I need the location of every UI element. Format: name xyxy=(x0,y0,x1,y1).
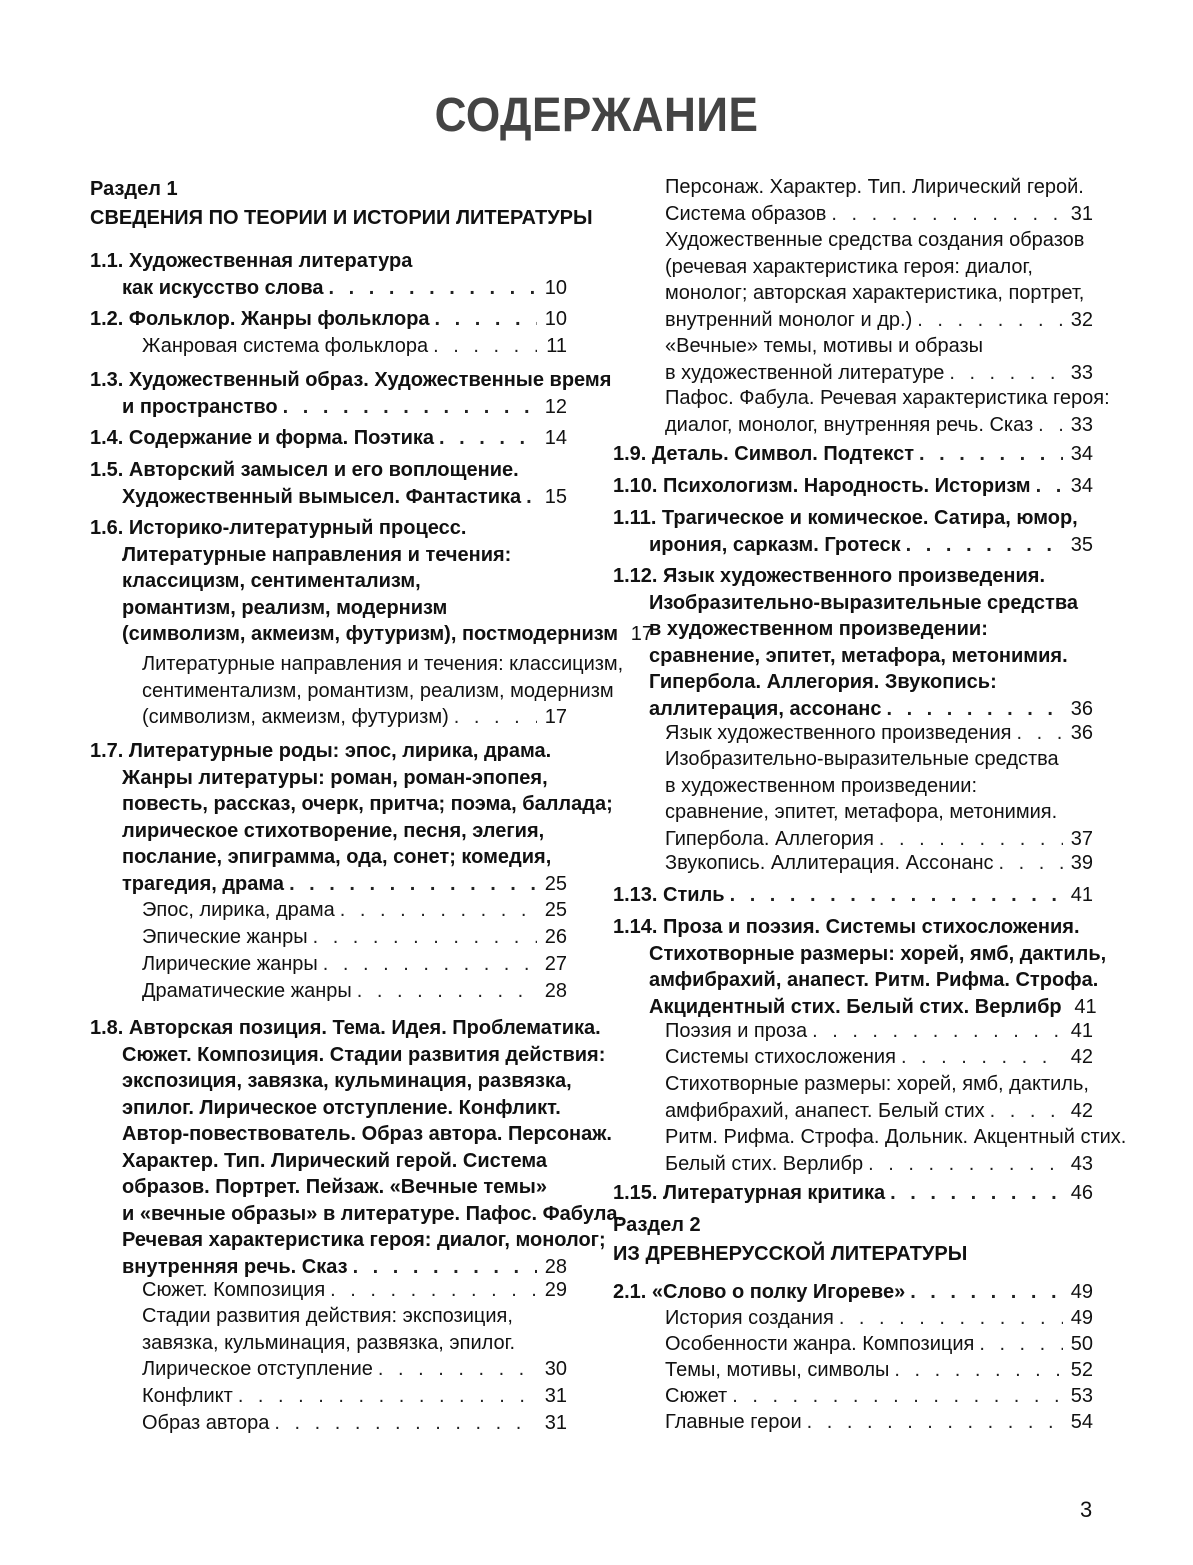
toc-entry-text: Образ автора xyxy=(142,1412,270,1434)
toc-entry-text: Гипербола. Аллегория xyxy=(665,827,874,850)
toc-entry-text: Поэзия и проза xyxy=(665,1020,808,1042)
dot-leader xyxy=(990,1098,1063,1125)
toc-entry-text: Стихотворные размеры: хорей, ямб, дактиль, xyxy=(665,1073,1089,1095)
toc-entry-text: Стадии развития действия: экспозиция, xyxy=(142,1305,513,1327)
toc-entry[interactable] xyxy=(613,1279,1093,1306)
toc-page-number: 32 xyxy=(1070,308,1093,331)
section-title: СВЕДЕНИЯ ПО ТЕОРИИ И ИСТОРИИ ЛИТЕРАТУРЫ xyxy=(90,206,593,229)
toc-entry-text: (речевая характеристика героя: диалог, xyxy=(665,255,1033,278)
toc-page-number: 30 xyxy=(544,1358,567,1380)
toc-entry[interactable] xyxy=(613,563,1093,722)
toc-entry-text: Гипербола. Аллегория. Звукопись: xyxy=(649,671,997,693)
toc-entry[interactable] xyxy=(90,1015,624,1280)
toc-page-number: 17 xyxy=(630,623,654,645)
toc-entry-text: Сюжет. Композиция. Стадии развития действия: xyxy=(122,1043,606,1066)
toc-entry[interactable] xyxy=(613,1383,1093,1410)
toc-entry-text: 1.1. Художественная литература xyxy=(90,250,413,272)
toc-page-number: 14 xyxy=(544,427,567,449)
toc-entry[interactable] xyxy=(90,978,567,1005)
toc-entry-text: в художественной литературе xyxy=(665,361,945,384)
dot-leader xyxy=(283,394,537,421)
toc-page-number: 41 xyxy=(1070,884,1093,906)
dot-leader xyxy=(439,425,537,452)
toc-entry-text: 1.10. Психологизм. Народность. Историзм xyxy=(613,475,1031,497)
toc-entry-text: лирическое стихотворение, песня, элегия, xyxy=(122,819,545,842)
dot-leader xyxy=(274,1410,537,1437)
toc-page-number: 28 xyxy=(544,980,567,1002)
section-number: Раздел 1 xyxy=(90,178,178,200)
toc-page-number: 10 xyxy=(544,276,567,299)
toc-entry[interactable] xyxy=(90,1410,567,1437)
toc-entry[interactable] xyxy=(613,1018,1093,1045)
toc-page-number: 26 xyxy=(544,926,567,948)
toc-entry-text: классицизм, сентиментализм, xyxy=(122,570,421,592)
toc-entry-text: Сюжет. Композиция xyxy=(142,1279,326,1301)
toc-page-number: 39 xyxy=(1070,852,1093,874)
toc-entry-text: в художественном произведении: xyxy=(665,774,978,797)
toc-entry-text: Язык художественного произведения xyxy=(665,722,1012,744)
toc-entry-text: Художественный вымысел. Фантастика xyxy=(122,485,522,508)
dot-leader xyxy=(890,1180,1063,1207)
toc-entry[interactable] xyxy=(613,174,1093,227)
toc-entry[interactable] xyxy=(613,1331,1093,1358)
toc-page-number: 33 xyxy=(1070,413,1093,436)
toc-entry-text: Эпические жанры xyxy=(142,926,308,948)
dot-leader xyxy=(238,1383,537,1410)
toc-entry-text: «Вечные» темы, мотивы и образы xyxy=(665,335,984,357)
toc-entry-text: амфибрахий, анапест. Ритм. Рифма. Строфа. xyxy=(649,969,1099,991)
toc-entry-text: Акцидентный стих. Белый стих. Верлибр xyxy=(649,995,1062,1018)
toc-entry-text: Эпос, лирика, драма xyxy=(142,899,335,921)
toc-entry-text: экспозиция, завязка, кульминация, развязка, xyxy=(122,1070,572,1092)
toc-page-number: 36 xyxy=(1070,697,1093,720)
toc-entry-text: Характер. Тип. Лирический герой. Система xyxy=(122,1149,548,1172)
toc-entry-text: диалог, монолог, внутренняя речь. Сказ xyxy=(665,413,1034,436)
toc-page-number: 53 xyxy=(1070,1385,1093,1407)
dot-leader xyxy=(910,1279,1063,1306)
toc-entry-text: трагедия, драма xyxy=(122,872,285,895)
toc-entry[interactable] xyxy=(90,924,567,951)
toc-entry-text: амфибрахий, анапест. Белый стих xyxy=(665,1099,985,1122)
dot-leader xyxy=(901,1044,1063,1071)
toc-entry[interactable] xyxy=(90,306,567,333)
toc-entry-text: внутренний монолог и др.) xyxy=(665,308,913,331)
toc-page-number: 12 xyxy=(544,395,567,418)
toc-entry[interactable] xyxy=(90,738,613,897)
toc-entry-text: Лирическое отступление xyxy=(142,1358,373,1380)
toc-entry-text: сравнение, эпитет, метафора, метонимия. xyxy=(665,801,1058,823)
toc-page-number: 31 xyxy=(544,1385,567,1407)
toc-page-number: 15 xyxy=(544,485,567,508)
toc-entry[interactable] xyxy=(90,1356,567,1383)
toc-entry-text: Белый стих. Верлибр xyxy=(665,1152,864,1175)
toc-entry-text: 1.13. Стиль xyxy=(613,884,725,906)
dot-leader xyxy=(329,275,537,302)
dot-leader xyxy=(526,484,537,511)
toc-page-number: 50 xyxy=(1070,1333,1093,1355)
toc-page-number: 28 xyxy=(544,1255,567,1278)
toc-entry-text: История создания xyxy=(665,1307,834,1329)
dot-leader xyxy=(919,441,1063,468)
toc-entry-text: эпилог. Лирическое отступление. Конфликт. xyxy=(122,1096,561,1119)
toc-entry-text: Литературные направления и течения: классицизм, xyxy=(142,653,624,675)
toc-entry-text: 1.7. Литературные роды: эпос, лирика, драма. xyxy=(90,740,552,762)
dot-leader xyxy=(1016,720,1063,747)
toc-entry[interactable] xyxy=(613,720,1093,747)
toc-entry-text: Система образов xyxy=(665,202,827,225)
toc-entry[interactable] xyxy=(613,1044,1093,1071)
toc-entry-text: послание, эпиграмма, ода, сонет; комедия, xyxy=(122,846,552,868)
toc-page-number: 10 xyxy=(544,308,567,330)
dot-leader xyxy=(812,1018,1063,1045)
toc-entry[interactable] xyxy=(90,367,612,420)
dot-leader xyxy=(340,897,537,924)
toc-entry-text: Драматические жанры xyxy=(142,980,352,1002)
toc-page-number: 33 xyxy=(1070,361,1093,384)
toc-entry[interactable] xyxy=(613,385,1110,438)
toc-entry-text: Художественные средства создания образов xyxy=(665,229,1085,251)
dot-leader xyxy=(323,951,537,978)
toc-entry[interactable] xyxy=(613,1357,1093,1384)
toc-page-number: 34 xyxy=(1070,443,1093,465)
toc-entry-text: Главные герои xyxy=(665,1411,802,1433)
toc-entry[interactable] xyxy=(613,227,1093,333)
toc-entry-text: Лирические жанры xyxy=(142,953,318,975)
toc-entry[interactable] xyxy=(90,1303,567,1356)
toc-entry[interactable] xyxy=(90,248,567,301)
toc-page-number: 52 xyxy=(1070,1359,1093,1381)
toc-entry-text: Литературные направления и течения: xyxy=(122,543,512,566)
dot-leader xyxy=(879,826,1063,853)
toc-entry[interactable] xyxy=(90,1277,567,1304)
toc-page-number: 49 xyxy=(1070,1307,1093,1329)
dot-leader xyxy=(313,924,537,951)
toc-entry[interactable] xyxy=(613,441,1093,468)
toc-section-heading xyxy=(90,176,593,231)
toc-entry-text: внутренняя речь. Сказ xyxy=(122,1255,348,1278)
toc-page-number: 46 xyxy=(1070,1182,1093,1204)
dot-leader xyxy=(894,1357,1063,1384)
toc-entry-text: 1.2. Фольклор. Жанры фольклора xyxy=(90,308,430,330)
toc-entry-text: в художественном произведении: xyxy=(649,618,988,640)
toc-entry-text: 1.4. Содержание и форма. Поэтика xyxy=(90,427,435,449)
toc-entry-text: Звукопись. Аллитерация. Ассонанс xyxy=(665,852,994,874)
toc-entry[interactable] xyxy=(90,425,567,452)
dot-leader xyxy=(906,532,1063,559)
dot-leader xyxy=(979,1331,1063,1358)
toc-entry[interactable] xyxy=(613,473,1093,500)
toc-page-number: 37 xyxy=(1070,827,1093,850)
page-number: 3 xyxy=(1080,1497,1093,1522)
dot-leader xyxy=(454,704,537,731)
toc-entry-text: Изобразительно-выразительные средства xyxy=(649,591,1079,614)
toc-entry-text: Сюжет xyxy=(665,1385,728,1407)
toc-entry-text: образов. Портрет. Пейзаж. «Вечные темы» xyxy=(122,1176,547,1198)
toc-entry-text: сентиментализм, романтизм, реализм, модернизм xyxy=(142,679,614,702)
toc-entry-text: аллитерация, ассонанс xyxy=(649,697,882,720)
dot-leader xyxy=(807,1409,1063,1436)
toc-entry[interactable] xyxy=(613,333,1093,386)
toc-page-number: 41 xyxy=(1070,1020,1093,1042)
page-title: СОДЕРЖАНИЕ xyxy=(434,89,759,142)
toc-page-number: 27 xyxy=(544,953,567,975)
dot-leader xyxy=(730,882,1063,909)
toc-entry[interactable] xyxy=(613,1305,1093,1332)
toc-entry-text: завязка, кульминация, развязка, эпилог. xyxy=(142,1331,516,1354)
toc-entry-text: Автор-повествователь. Образ автора. Персонаж. xyxy=(122,1123,612,1145)
toc-entry-text: Ритм. Рифма. Строфа. Дольник. Акцентный стих. xyxy=(665,1126,1127,1148)
toc-entry-text: Особенности жанра. Композиция xyxy=(665,1333,975,1355)
toc-entry-text: Стихотворные размеры: хорей, ямб, дактиль, xyxy=(649,942,1107,965)
toc-entry-text: 1.15. Литературная критика xyxy=(613,1182,886,1204)
toc-page-number: 11 xyxy=(546,335,567,357)
toc-entry-text: Темы, мотивы, символы xyxy=(665,1359,890,1381)
toc-page-number: 25 xyxy=(544,899,567,921)
toc-entry-text: (символизм, акмеизм, футуризм), постмодернизм xyxy=(122,623,619,645)
toc-entry-text: Речевая характеристика героя: диалог, монолог; xyxy=(122,1229,606,1251)
toc-entry-text: ирония, сарказм. Гротеск xyxy=(649,533,901,556)
toc-entry-text: Жанровая система фольклора xyxy=(142,335,429,357)
toc-entry-text: как искусство слова xyxy=(122,276,324,299)
dot-leader xyxy=(831,201,1063,228)
toc-page-number: 31 xyxy=(1070,202,1093,225)
toc-entry-text: 1.11. Трагическое и комическое. Сатира, юмор, xyxy=(613,507,1078,529)
toc-entry-text: 1.3. Художественный образ. Художественные время xyxy=(90,369,612,391)
toc-page-number: 36 xyxy=(1070,722,1093,744)
toc-entry-text: Пафос. Фабула. Речевая характеристика героя: xyxy=(665,387,1110,409)
toc-entry[interactable] xyxy=(90,1383,567,1410)
dot-leader xyxy=(1038,412,1063,439)
toc-page-number: 42 xyxy=(1070,1046,1093,1068)
toc-entry[interactable] xyxy=(613,505,1093,558)
toc-page-number: 25 xyxy=(544,872,567,895)
toc-page-number: 43 xyxy=(1070,1152,1093,1175)
toc-entry[interactable] xyxy=(90,457,567,510)
dot-leader xyxy=(868,1151,1063,1178)
dot-leader xyxy=(949,360,1063,387)
toc-entry-text: сравнение, эпитет, метафора, метонимия. xyxy=(649,644,1068,667)
dot-leader xyxy=(378,1356,537,1383)
toc-page-number: 29 xyxy=(544,1279,567,1301)
toc-page-number: 17 xyxy=(544,706,567,728)
toc-entry[interactable] xyxy=(90,897,567,924)
toc-page-number: 49 xyxy=(1070,1281,1093,1303)
dot-leader xyxy=(435,306,537,333)
toc-entry-text: повесть, рассказ, очерк, притча; поэма, баллада; xyxy=(122,793,613,815)
toc-entry-text: Изобразительно-выразительные средства xyxy=(665,748,1059,770)
toc-entry-text: Персонаж. Характер. Тип. Лирический герой. xyxy=(665,176,1084,198)
dot-leader xyxy=(886,696,1063,723)
toc-entry-text: 1.6. Историко-литературный процесс. xyxy=(90,517,467,539)
toc-entry[interactable] xyxy=(613,882,1093,909)
dot-leader xyxy=(433,333,537,360)
toc-entry-text: 1.8. Авторская позиция. Тема. Идея. Проблематика. xyxy=(90,1017,601,1039)
toc-entry[interactable] xyxy=(90,515,654,648)
dot-leader xyxy=(917,307,1063,334)
dot-leader xyxy=(999,850,1063,877)
toc-entry[interactable] xyxy=(613,850,1093,877)
toc-entry[interactable] xyxy=(613,1071,1093,1124)
toc-entry-text: монолог; авторская характеристика, портрет, xyxy=(665,282,1085,304)
toc-page-number: 42 xyxy=(1070,1099,1093,1122)
toc-entry-text: 1.14. Проза и поэзия. Системы стихосложения. xyxy=(613,916,1080,938)
toc-entry-text: 1.9. Деталь. Символ. Подтекст xyxy=(613,443,915,465)
toc-entry[interactable] xyxy=(613,746,1093,852)
toc-entry[interactable] xyxy=(90,651,624,731)
toc-page-number: 41 xyxy=(1074,995,1097,1018)
toc-entry[interactable] xyxy=(613,1180,1093,1207)
dot-leader xyxy=(330,1277,537,1304)
toc-entry[interactable] xyxy=(613,1124,1127,1177)
toc-entry[interactable] xyxy=(613,1409,1093,1436)
toc-entry[interactable] xyxy=(613,914,1107,1020)
toc-entry-text: Системы стихосложения xyxy=(665,1046,896,1068)
toc-entry-text: Жанры литературы: роман, роман-эпопея, xyxy=(122,766,548,789)
toc-entry-text: и «вечные образы» в литературе. Пафос. Фабула. xyxy=(122,1202,624,1225)
dot-leader xyxy=(839,1305,1063,1332)
toc-entry-text: 1.5. Авторский замысел и его воплощение. xyxy=(90,459,519,481)
toc-page-number: 31 xyxy=(544,1412,567,1434)
section-title: ИЗ ДРЕВНЕРУССКОЙ ЛИТЕРАТУРЫ xyxy=(613,1242,968,1265)
dot-leader xyxy=(289,871,537,898)
toc-page-number: 34 xyxy=(1070,475,1093,497)
toc-entry-text: Конфликт xyxy=(142,1385,233,1407)
dot-leader xyxy=(357,978,537,1005)
toc-section-heading xyxy=(613,1212,1093,1267)
dot-leader xyxy=(1036,473,1063,500)
toc-entry-text: (символизм, акмеизм, футуризм) xyxy=(142,706,449,728)
toc-entry[interactable] xyxy=(90,333,567,360)
dot-leader xyxy=(732,1383,1063,1410)
section-number: Раздел 2 xyxy=(613,1214,701,1236)
toc-entry-text: романтизм, реализм, модернизм xyxy=(122,596,448,619)
toc-entry-text: 1.12. Язык художественного произведения. xyxy=(613,565,1046,587)
toc-entry[interactable] xyxy=(90,951,567,978)
toc-page-number: 35 xyxy=(1070,533,1093,556)
toc-entry-text: 2.1. «Слово о полку Игореве» xyxy=(613,1281,906,1303)
toc-entry-text: и пространство xyxy=(122,395,278,418)
toc-page-number: 54 xyxy=(1070,1411,1093,1433)
